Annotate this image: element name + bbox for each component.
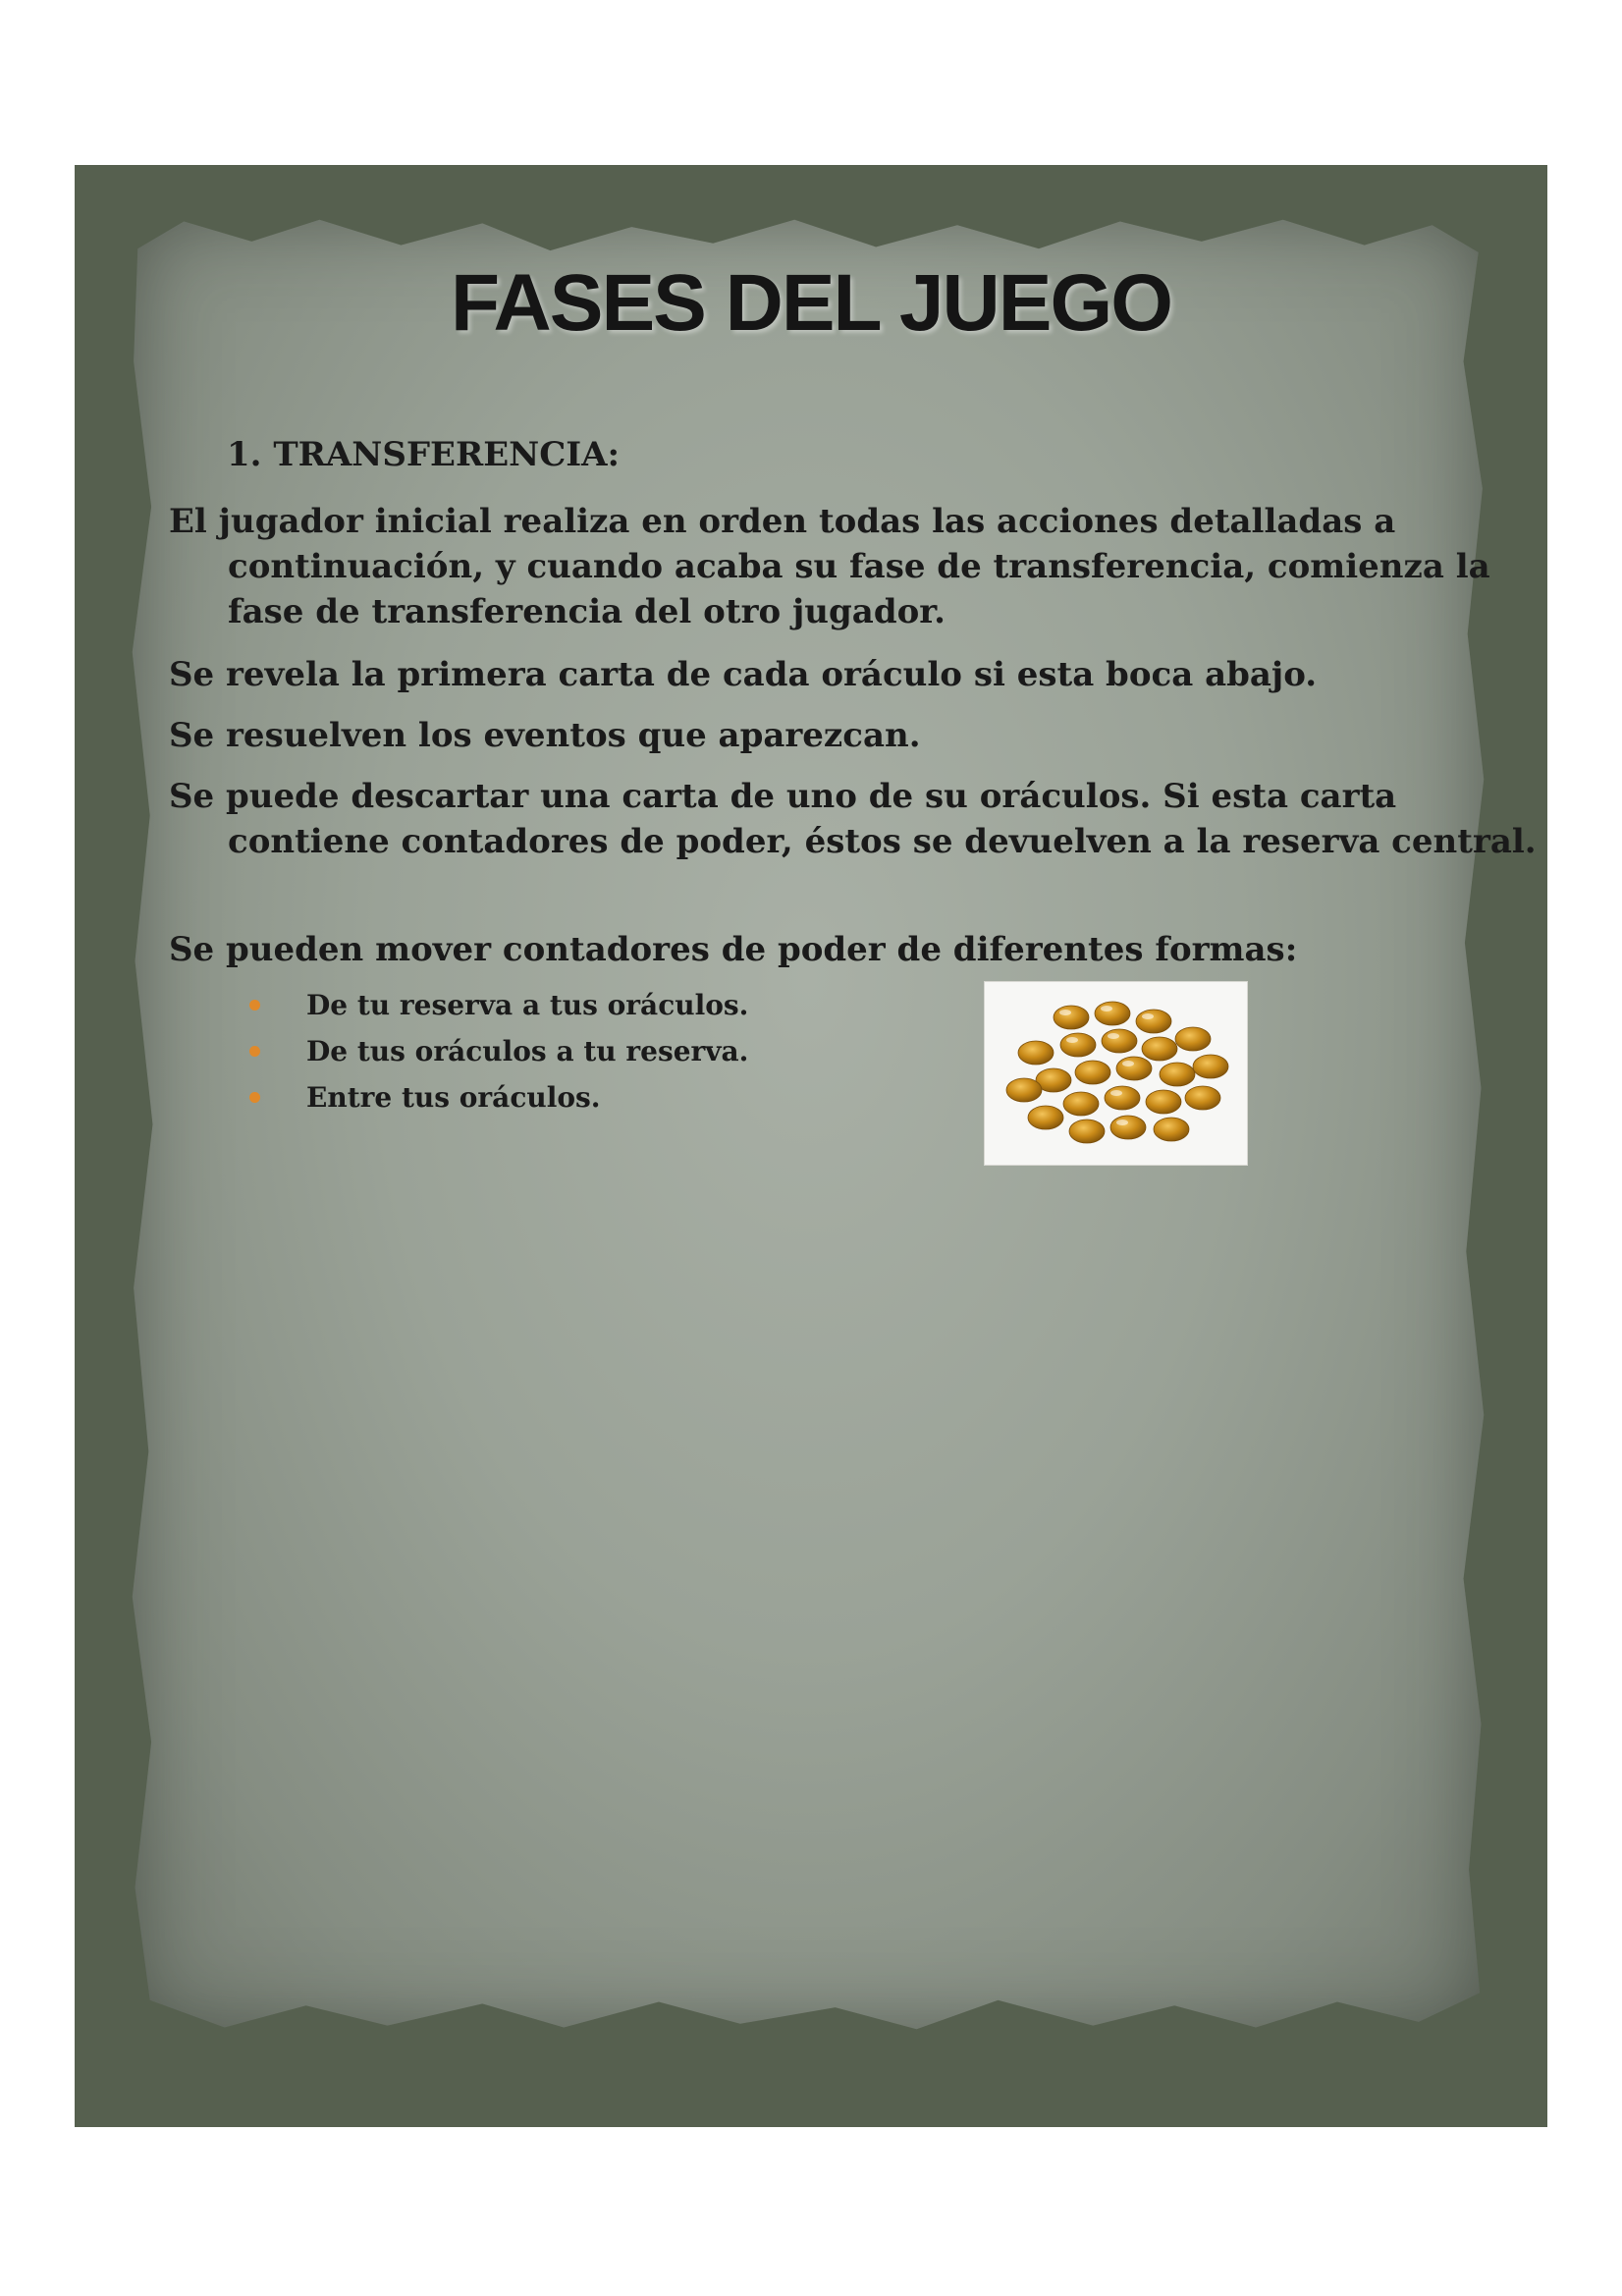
list-item-text: De tus oráculos a tu reserva. (306, 1035, 749, 1067)
power-counters-photo (985, 982, 1247, 1165)
paragraph: Se resuelven los eventos que aparezcan. (169, 716, 921, 755)
power-counter-gems-icon (985, 982, 1247, 1165)
list-item (249, 1074, 748, 1121)
paragraph: El jugador inicial realiza en orden todas las acciones detalladas a continuación, y cuando acaba su fase de transferencia, comienza la fase de transferencia del otro jugador. (169, 502, 1490, 631)
paragraph: Se revela la primera carta de cada oráculo si esta boca abajo. (169, 655, 1318, 694)
list-item-text: Entre tus oráculos. (306, 1081, 601, 1114)
paragraph: Se pueden mover contadores de poder de diferentes formas: (169, 930, 1298, 969)
list-item (249, 982, 748, 1028)
paragraph: Se puede descartar una carta de uno de su oráculos. Si esta carta contiene contadores de poder, éstos se devuelven a la reserva central. (169, 777, 1537, 861)
page-title: FASES DEL JUEGO (450, 258, 1172, 348)
section-heading: 1. TRANSFERENCIA: (227, 435, 621, 474)
bullet-icon (249, 1092, 260, 1103)
movement-options-list (249, 982, 748, 1121)
list-item-text: De tu reserva a tus oráculos. (306, 989, 749, 1021)
bullet-icon (249, 1000, 260, 1011)
list-item (249, 1028, 748, 1074)
bullet-icon (249, 1046, 260, 1057)
parchment-background (130, 216, 1487, 2033)
